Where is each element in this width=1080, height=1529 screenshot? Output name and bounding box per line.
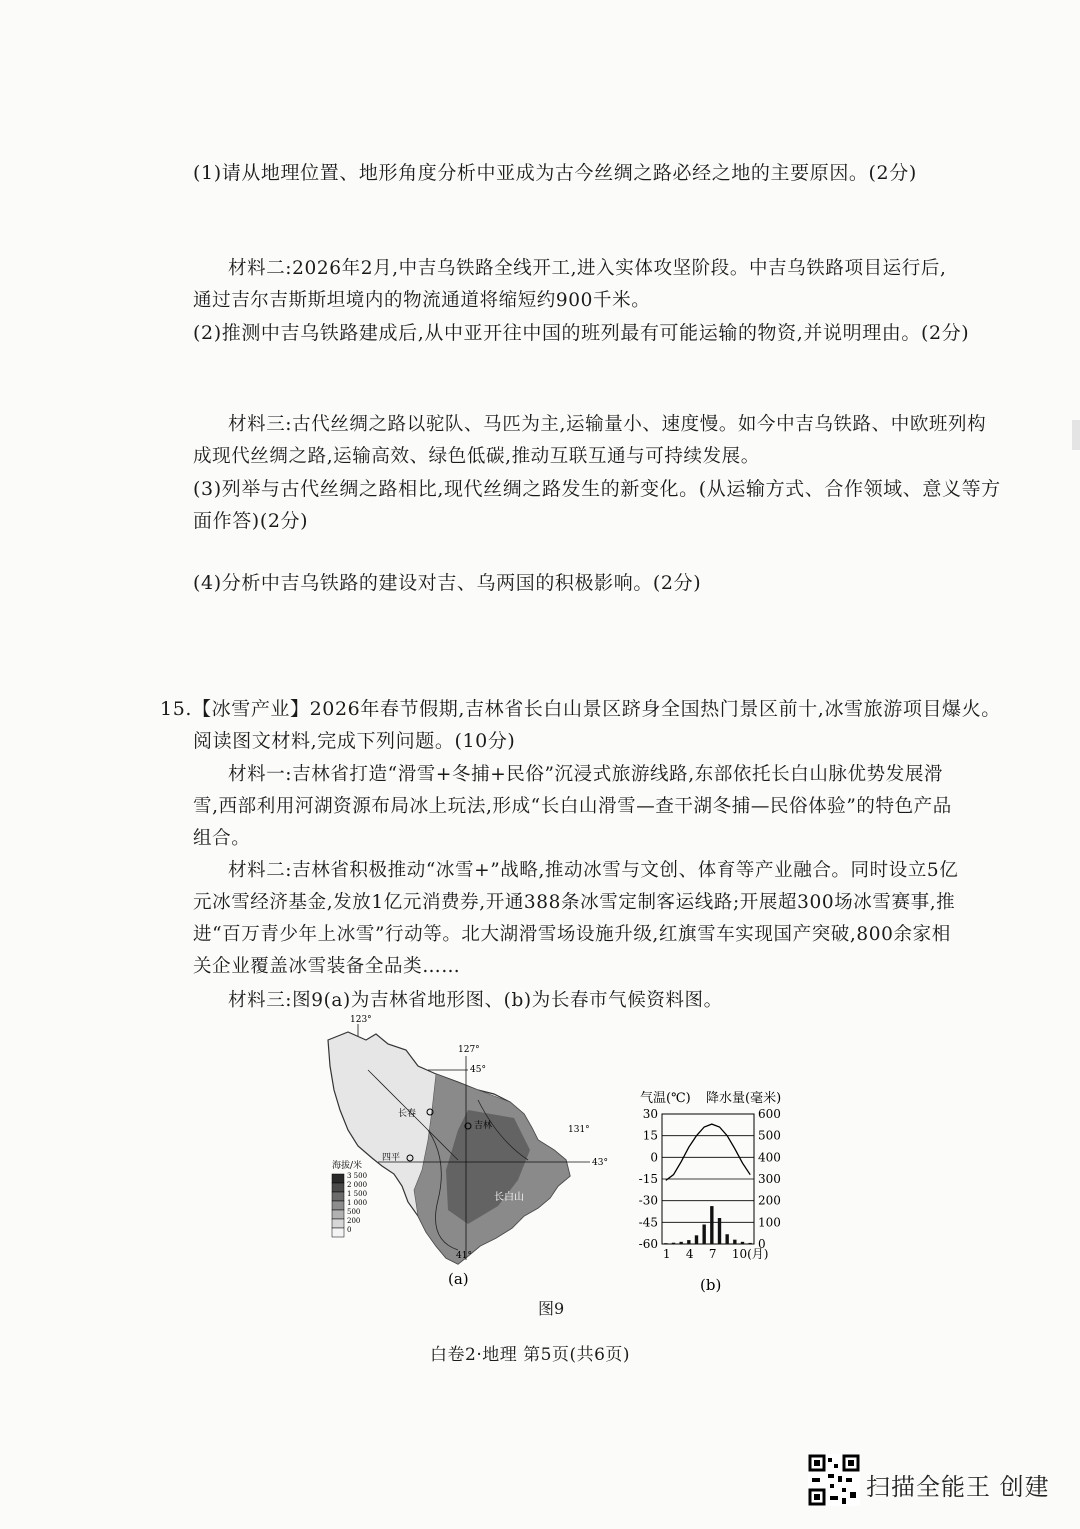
question-15-line-2: 阅读图文材料,完成下列问题。(10分): [193, 730, 516, 752]
precipitation-bar: [702, 1225, 705, 1245]
city-siping: 四平: [382, 1153, 401, 1163]
legend-value: 1 500: [347, 1190, 368, 1198]
precipitation-bar: [664, 1243, 667, 1244]
climate-plot-area: [639, 1107, 781, 1261]
question-3-line-2: 面作答)(2分): [193, 510, 309, 532]
lat-45: 45°: [470, 1065, 486, 1075]
climate-caption: (b): [700, 1276, 722, 1294]
question-1: (1)请从地理位置、地形角度分析中亚成为古今丝绸之路必经之地的主要原因。(2分): [193, 162, 917, 184]
precipitation-bar: [672, 1243, 675, 1244]
precip-tick-label: 500: [758, 1128, 781, 1143]
q15-material-1-line-3: 组合。: [193, 828, 251, 849]
precipitation-bar: [741, 1242, 744, 1244]
figure-9-svg: [318, 1010, 788, 1310]
page-footer: 白卷2·地理 第5页(共6页): [430, 1345, 631, 1365]
precipitation-bar: [710, 1206, 713, 1244]
precip-tick-label: 200: [758, 1193, 781, 1208]
legend-value: 0: [347, 1226, 352, 1234]
question-4: (4)分析中吉乌铁路的建设对吉、乌两国的积极影响。(2分): [193, 572, 702, 594]
figure-9: [318, 1010, 788, 1318]
precipitation-bar: [725, 1234, 728, 1244]
temp-tick-label: -45: [638, 1215, 658, 1230]
month-tick-label: 7: [708, 1247, 717, 1261]
material-2-line-1: 材料二:2026年2月,中吉乌铁路全线开工,进入实体攻坚阶段。中吉乌铁路项目运行后,: [228, 258, 947, 279]
material-2-line-2: 通过吉尔吉斯斯坦境内的物流通道将缩短约900千米。: [193, 290, 651, 311]
temperature-line: [666, 1124, 750, 1180]
precip-tick-label: 300: [758, 1172, 781, 1186]
material-3-line-2: 成现代丝绸之路,运输高效、绿色低碳,推动互联互通与可持续发展。: [193, 446, 760, 467]
month-tick-label: 10(月): [731, 1247, 769, 1261]
precipitation-bar: [733, 1240, 736, 1244]
precipitation-bar: [687, 1240, 690, 1244]
legend-value: 200: [347, 1217, 361, 1225]
month-tick-label: 4: [685, 1247, 694, 1261]
lon-131: 131°: [568, 1125, 590, 1135]
legend-value: 2 000: [347, 1181, 368, 1189]
precip-tick-label: 600: [758, 1107, 781, 1121]
mountain-label: 长白山: [494, 1192, 524, 1203]
lat-41: 41°: [456, 1251, 472, 1261]
q15-material-3: 材料三:图9(a)为吉林省地形图、(b)为长春市气候资料图。: [228, 990, 723, 1011]
precip-axis-title: 降水量(毫米): [706, 1091, 782, 1106]
legend-value: 1 000: [347, 1199, 368, 1207]
changchun-climate-chart: [639, 1090, 781, 1294]
jilin-terrain-map: [328, 1015, 608, 1288]
month-tick-label: 1: [662, 1247, 671, 1261]
map-caption: (a): [448, 1270, 469, 1288]
legend-value: 3 500: [347, 1172, 368, 1180]
precip-tick-label: 400: [758, 1150, 781, 1165]
legend-title: 海拔/米: [332, 1161, 363, 1171]
legend-value: 500: [347, 1208, 361, 1216]
precip-tick-label: 0: [758, 1237, 766, 1251]
material-3-line-1: 材料三:古代丝绸之路以驼队、马匹为主,运输量小、速度慢。如今中吉乌铁路、中欧班列构: [228, 414, 987, 435]
city-changchun: 长春: [398, 1109, 417, 1119]
precip-tick-label: 100: [758, 1215, 781, 1230]
temp-tick-label: -15: [638, 1172, 658, 1186]
precipitation-bar: [695, 1235, 698, 1244]
q15-material-1-line-1: 材料一:吉林省打造“滑雪+冬捕+民俗”沉浸式旅游线路,东部依托长白山脉优势发展滑: [228, 764, 944, 785]
temp-tick-label: -60: [638, 1237, 658, 1251]
question-15-line-1: 15.【冰雪产业】2026年春节假期,吉林省长白山景区跻身全国热门景区前十,冰雪旅游项目爆火。: [160, 698, 1001, 720]
scan-edge-shadow: [1072, 420, 1080, 450]
scanner-watermark-text: 扫描全能王 创建: [866, 1473, 1050, 1501]
elevation-legend: [332, 1172, 367, 1237]
lon-123: 123°: [350, 1015, 372, 1025]
temp-tick-label: 0: [650, 1150, 658, 1165]
precipitation-bar: [748, 1243, 751, 1244]
temp-tick-label: -30: [638, 1193, 658, 1208]
temp-axis-title: 气温(℃): [640, 1091, 691, 1106]
qr-code-icon: [808, 1454, 860, 1506]
q15-material-2-line-2: 元冰雪经济基金,发放1亿元消费券,开通388条冰雪定制客运线路;开展超300场冰雪赛事,推: [193, 892, 956, 913]
q15-material-2-line-3: 进“百万青少年上冰雪”行动等。北大湖滑雪场设施升级,红旗雪车实现国产突破,800余家相: [193, 924, 951, 945]
q15-material-1-line-2: 雪,西部利用河湖资源布局冰上玩法,形成“长白山滑雪—查干湖冬捕—民俗体验”的特色产品: [193, 796, 952, 817]
lat-43: 43°: [592, 1158, 608, 1168]
temp-tick-label: 15: [642, 1128, 658, 1143]
precipitation-bar: [718, 1218, 721, 1244]
figure-title: 图9: [538, 1299, 565, 1318]
q15-material-2-line-4: 关企业覆盖冰雪装备全品类……: [193, 956, 461, 977]
temp-tick-label: 30: [642, 1107, 658, 1121]
q15-material-2-line-1: 材料二:吉林省积极推动“冰雪+”战略,推动冰雪与文创、体育等产业融合。同时设立5亿: [228, 860, 959, 881]
question-2: (2)推测中吉乌铁路建成后,从中亚开往中国的班列最有可能运输的物资,并说明理由。(2分): [193, 322, 970, 344]
city-jilin: 吉林: [474, 1121, 493, 1131]
question-3-line-1: (3)列举与古代丝绸之路相比,现代丝绸之路发生的新变化。(从运输方式、合作领域、意义等方: [193, 478, 1001, 500]
precipitation-bar: [679, 1242, 682, 1244]
lon-127: 127°: [458, 1045, 480, 1055]
